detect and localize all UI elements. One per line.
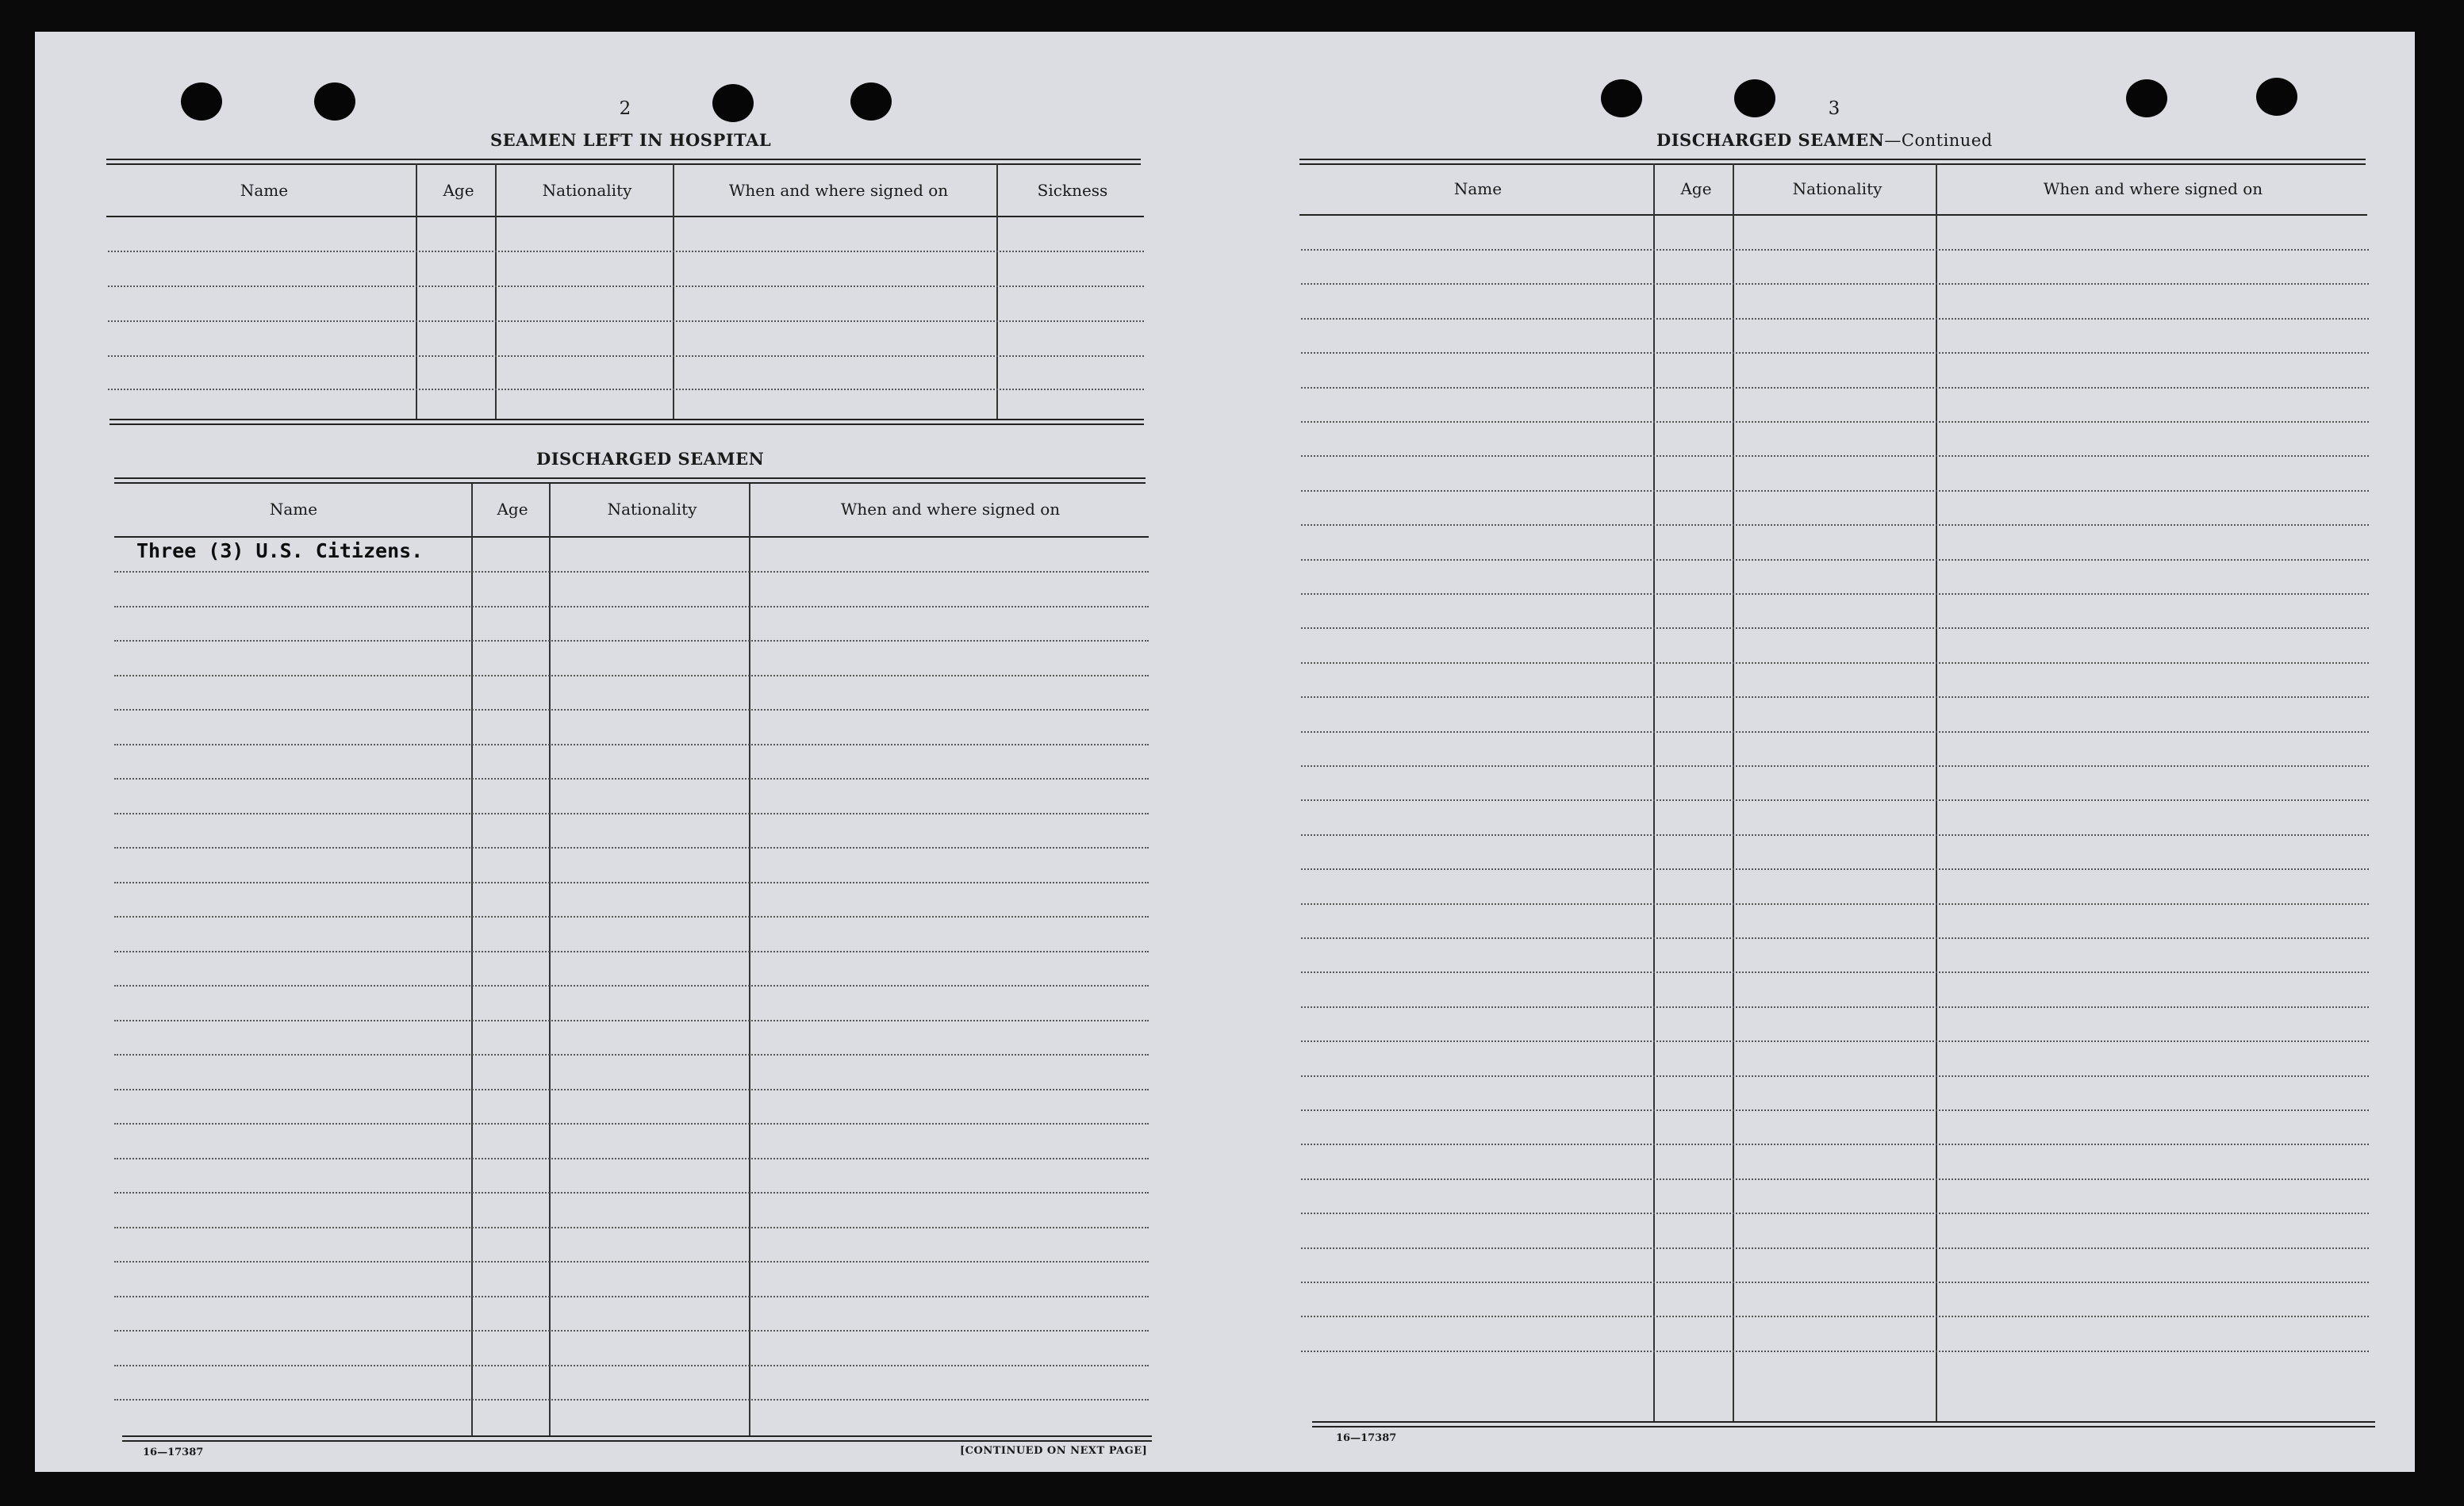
row-line <box>114 1399 1149 1401</box>
row-line <box>114 640 1149 642</box>
row-line <box>1301 352 2369 354</box>
row-line <box>114 1123 1149 1125</box>
row-line <box>1301 627 2369 629</box>
row-line <box>1301 1282 2369 1283</box>
discharged-section-title: DISCHARGED SEAMEN <box>536 449 765 469</box>
row-line <box>114 847 1149 849</box>
row-line <box>1301 868 2369 870</box>
table-rule <box>1299 159 2366 160</box>
column-header-name: Name <box>269 500 318 519</box>
section-title-suffix: —Continued <box>1884 131 1993 150</box>
row-line <box>108 355 1144 357</box>
continued-note: [CONTINUED ON NEXT PAGE] <box>960 1445 1148 1457</box>
column-header-age: Age <box>443 181 474 200</box>
table-rule <box>109 423 1144 425</box>
column-header-nationality: Nationality <box>1792 179 1883 198</box>
punch-hole <box>2256 78 2297 116</box>
table-rule <box>1312 1426 2375 1427</box>
section-title-text: DISCHARGED SEAMEN <box>1656 130 1885 150</box>
punch-hole <box>850 82 892 121</box>
column-header-sickness: Sickness <box>1037 181 1108 200</box>
row-line <box>1301 799 2369 801</box>
row-line <box>1301 524 2369 526</box>
row-line <box>1301 903 2369 905</box>
hospital-section-title: SEAMEN LEFT IN HOSPITAL <box>490 130 772 150</box>
row-line <box>114 744 1149 745</box>
row-line <box>114 606 1149 607</box>
table-rule <box>122 1435 1152 1437</box>
row-line <box>1301 455 2369 457</box>
row-line <box>114 1089 1149 1090</box>
row-line <box>1301 490 2369 492</box>
row-line <box>114 916 1149 918</box>
row-line <box>1301 283 2369 285</box>
row-line <box>1301 765 2369 767</box>
row-line <box>114 1020 1149 1021</box>
row-line <box>114 1296 1149 1297</box>
row-line <box>1301 1040 2369 1042</box>
row-line <box>1301 1178 2369 1180</box>
column-divider <box>996 163 998 419</box>
form-code: 16—17387 <box>143 1447 204 1458</box>
row-line <box>1301 1351 2369 1352</box>
ledger-sheet <box>35 32 2415 1472</box>
punch-hole <box>314 82 355 121</box>
row-line <box>1301 937 2369 939</box>
table-rule <box>1312 1421 2375 1423</box>
table-rule <box>109 419 1144 420</box>
row-line <box>114 1054 1149 1056</box>
column-header-age: Age <box>1680 179 1712 198</box>
page-number: 3 <box>1828 98 1840 119</box>
row-line <box>114 709 1149 711</box>
row-line <box>114 985 1149 987</box>
row-line <box>108 285 1144 287</box>
column-divider <box>673 163 674 419</box>
punch-hole <box>2126 79 2167 117</box>
row-line <box>1301 1144 2369 1145</box>
row-line <box>114 1192 1149 1194</box>
discharged-entry: Three (3) U.S. Citizens. <box>136 539 424 562</box>
row-line <box>108 251 1144 252</box>
row-line <box>1301 421 2369 423</box>
header-rule <box>1299 214 2367 216</box>
row-line <box>1301 834 2369 836</box>
column-divider <box>416 163 417 419</box>
column-divider <box>471 484 473 1437</box>
page-number: 2 <box>619 98 631 119</box>
table-rule <box>114 482 1146 484</box>
table-rule <box>106 163 1141 165</box>
punch-hole <box>712 84 754 122</box>
column-header-nationality: Nationality <box>542 181 632 200</box>
table-rule <box>122 1440 1152 1442</box>
row-line <box>114 1227 1149 1228</box>
column-divider <box>549 484 551 1437</box>
column-header-signed-on: When and where signed on <box>728 181 949 200</box>
column-header-name: Name <box>1453 179 1503 198</box>
column-header-nationality: Nationality <box>607 500 697 519</box>
row-line <box>1301 1213 2369 1214</box>
column-divider <box>749 484 750 1437</box>
table-rule <box>1299 163 2366 165</box>
form-code: 16—17387 <box>1336 1432 1397 1444</box>
row-line <box>1301 593 2369 595</box>
row-line <box>114 778 1149 780</box>
row-line <box>114 675 1149 676</box>
row-line <box>1301 1109 2369 1111</box>
row-line <box>114 882 1149 883</box>
table-rule <box>114 477 1146 479</box>
column-header-signed-on: When and where signed on <box>2043 179 2263 198</box>
punch-hole <box>181 82 222 121</box>
row-line <box>1301 249 2369 251</box>
row-line <box>114 571 1149 573</box>
row-line <box>1301 1316 2369 1317</box>
row-line <box>1301 318 2369 320</box>
row-line <box>108 389 1144 390</box>
column-header-signed-on: When and where signed on <box>840 500 1061 519</box>
row-line <box>1301 1075 2369 1077</box>
table-rule <box>106 159 1141 160</box>
column-header-age: Age <box>497 500 528 519</box>
row-line <box>114 1261 1149 1263</box>
header-rule <box>106 216 1144 217</box>
row-line <box>114 951 1149 952</box>
column-divider <box>495 163 497 419</box>
row-line <box>108 320 1144 322</box>
row-line <box>1301 1006 2369 1008</box>
row-line <box>1301 387 2369 389</box>
header-rule <box>114 536 1149 538</box>
row-line <box>1301 731 2369 733</box>
row-line <box>114 1365 1149 1366</box>
row-line <box>1301 971 2369 973</box>
row-line <box>1301 662 2369 664</box>
punch-hole <box>1601 79 1642 117</box>
punch-hole <box>1734 79 1775 117</box>
row-line <box>1301 1247 2369 1249</box>
row-line <box>114 1330 1149 1332</box>
row-line <box>114 813 1149 814</box>
row-line <box>1301 559 2369 561</box>
row-line <box>114 1158 1149 1159</box>
column-header-name: Name <box>240 181 289 200</box>
discharged-continued-title <box>1656 130 1993 150</box>
row-line <box>1301 696 2369 698</box>
